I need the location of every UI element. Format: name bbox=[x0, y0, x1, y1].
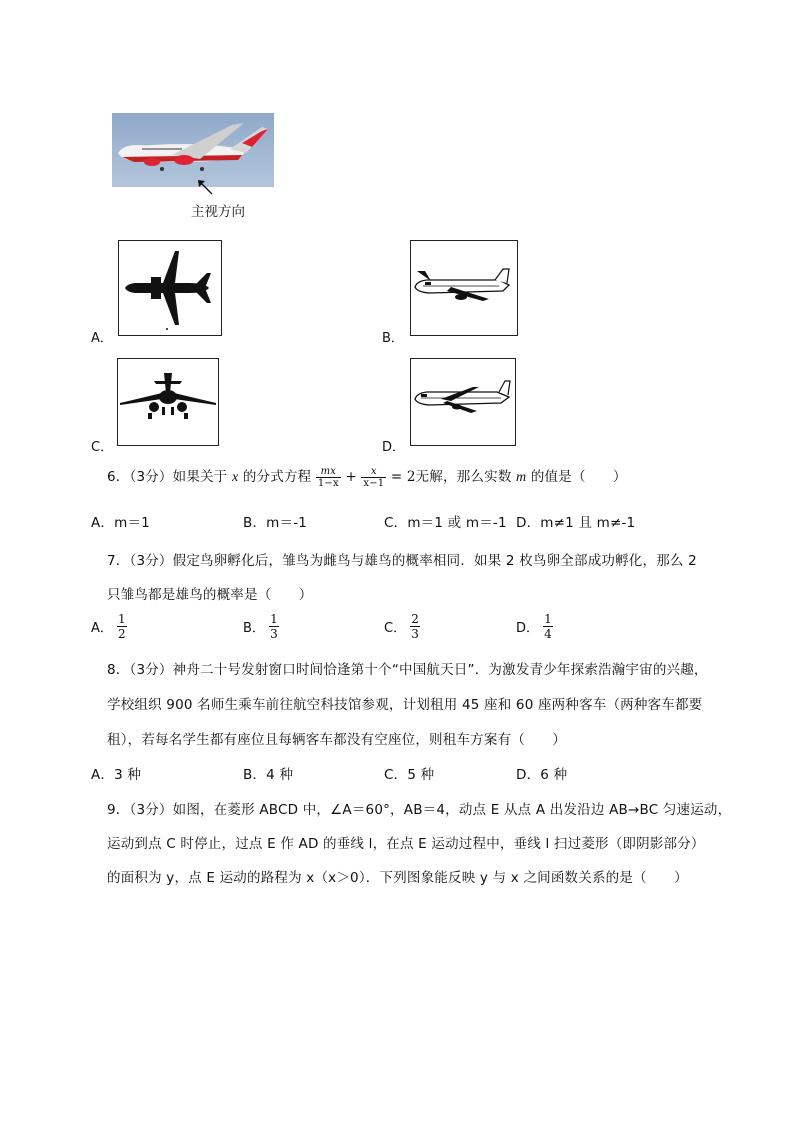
q7-option-d-letter: D． bbox=[516, 621, 540, 636]
q8-line-1: 8．（3分）神舟二十号发射窗口时间恰逢第十个“中国航天日”．为激发青少年探索浩瀚宇宙的兴趣， bbox=[107, 662, 708, 678]
option-b-image[interactable] bbox=[410, 240, 518, 336]
q6-prefix: 6．（3分）如果关于 bbox=[107, 469, 228, 485]
q7-option-d-numerator: 1 bbox=[544, 612, 552, 626]
q6-fraction-2-numerator: x bbox=[361, 466, 386, 478]
q6-fraction-2-denominator: x−1 bbox=[363, 477, 385, 489]
q6-suffix: 无解，那么实数 bbox=[415, 469, 512, 485]
q6-fraction-1 bbox=[316, 466, 341, 489]
q6-option-b[interactable]: B．m＝-1 bbox=[243, 515, 308, 531]
q6-end: 的值是（ ） bbox=[530, 469, 627, 485]
plane-side-view-icon bbox=[411, 241, 517, 335]
q6-var-x: x bbox=[231, 470, 239, 485]
option-d-image[interactable] bbox=[410, 358, 516, 446]
q6-plus: + bbox=[345, 469, 357, 485]
q8-line-2: 学校组织 900 名师生乘车前往航空科技馆参观，计划租用 45 座和 60 座两种客车（两种客车都要 bbox=[107, 697, 703, 713]
q7-option-b-letter: B． bbox=[243, 621, 265, 636]
airplane-photo bbox=[112, 113, 274, 187]
q9-line-1: 9．（3分）如图，在菱形 ABCD 中，∠A＝60°，AB＝4，动点 E 从点 A 出发沿边 AB→BC 匀速运动， bbox=[107, 802, 732, 818]
q7-option-c-letter: C． bbox=[384, 621, 407, 636]
q6-option-d[interactable]: D．m≠1 且 m≠-1 bbox=[516, 515, 636, 531]
option-a-image[interactable] bbox=[118, 240, 222, 336]
q7-option-b[interactable] bbox=[243, 612, 279, 641]
q8-option-c[interactable]: C．5 种 bbox=[384, 767, 435, 783]
plane-front-view-icon bbox=[118, 359, 218, 445]
q6-var-m: m bbox=[516, 470, 527, 485]
q6-fraction-1-denominator: 1−x bbox=[317, 477, 339, 489]
q7-option-c-fraction bbox=[410, 612, 420, 641]
q7-line-1: 7．（3分）假定鸟卵孵化后，雏鸟为雌鸟与雄鸟的概率相同．如果 2 枚鸟卵全部成功孵化，那么 2 bbox=[107, 553, 697, 569]
q6-mid: 的分式方程 bbox=[242, 469, 312, 485]
view-direction-arrow-icon bbox=[196, 178, 216, 200]
plane-side-view-reversed-icon bbox=[411, 359, 515, 445]
q7-option-d[interactable] bbox=[516, 612, 553, 641]
q6-fraction-2 bbox=[361, 466, 386, 489]
q7-line-2: 只雏鸟都是雄鸟的概率是（ ） bbox=[107, 587, 313, 603]
option-c-label: C． bbox=[91, 440, 114, 455]
q7-option-d-denominator: 4 bbox=[544, 627, 552, 641]
q8-option-d[interactable]: D．6 种 bbox=[516, 767, 568, 783]
q7-option-b-denominator: 3 bbox=[270, 627, 278, 641]
q8-line-3: 租），若每名学生都有座位且每辆客车都没有空座位，则租车方案有（ ） bbox=[107, 732, 567, 748]
q7-option-b-fraction bbox=[269, 612, 279, 641]
q6-option-c[interactable]: C．m＝1 或 m＝-1 bbox=[384, 515, 507, 531]
q7-option-c-numerator: 2 bbox=[411, 612, 419, 626]
q9-line-3: 的面积为 y，点 E 运动的路程为 x（x＞0）．下列图象能反映 y 与 x 之间函数关系的是（ ） bbox=[107, 870, 688, 886]
q6-equals: = 2 bbox=[390, 469, 416, 485]
option-b-label: B． bbox=[382, 331, 404, 346]
option-d-label: D． bbox=[382, 440, 406, 455]
q7-option-a-fraction bbox=[117, 612, 127, 641]
q7-option-a-numerator: 1 bbox=[118, 612, 126, 626]
q7-option-a[interactable] bbox=[91, 612, 127, 641]
q6-stem bbox=[107, 465, 627, 489]
q7-option-b-numerator: 1 bbox=[270, 612, 278, 626]
q6-option-a[interactable]: A．m＝1 bbox=[91, 515, 150, 531]
option-c-image[interactable] bbox=[117, 358, 219, 446]
q7-option-a-letter: A． bbox=[91, 621, 113, 636]
q7-option-a-denominator: 2 bbox=[118, 627, 126, 641]
q6-fraction-1-numerator: mx bbox=[316, 466, 341, 478]
plane-top-view-icon bbox=[119, 241, 221, 335]
q8-option-a[interactable]: A．3 种 bbox=[91, 767, 142, 783]
q9-line-2: 运动到点 C 时停止，过点 E 作 AD 的垂线 l，在点 E 运动过程中，垂线 l 扫过菱形（即阴影部分） bbox=[107, 836, 705, 852]
q7-option-d-fraction bbox=[543, 612, 553, 641]
q7-option-c-denominator: 3 bbox=[411, 627, 419, 641]
photo-caption: 主视方向 bbox=[191, 204, 245, 220]
q7-option-c[interactable] bbox=[384, 612, 420, 641]
option-a-label: A． bbox=[91, 331, 113, 346]
q8-option-b[interactable]: B．4 种 bbox=[243, 767, 294, 783]
